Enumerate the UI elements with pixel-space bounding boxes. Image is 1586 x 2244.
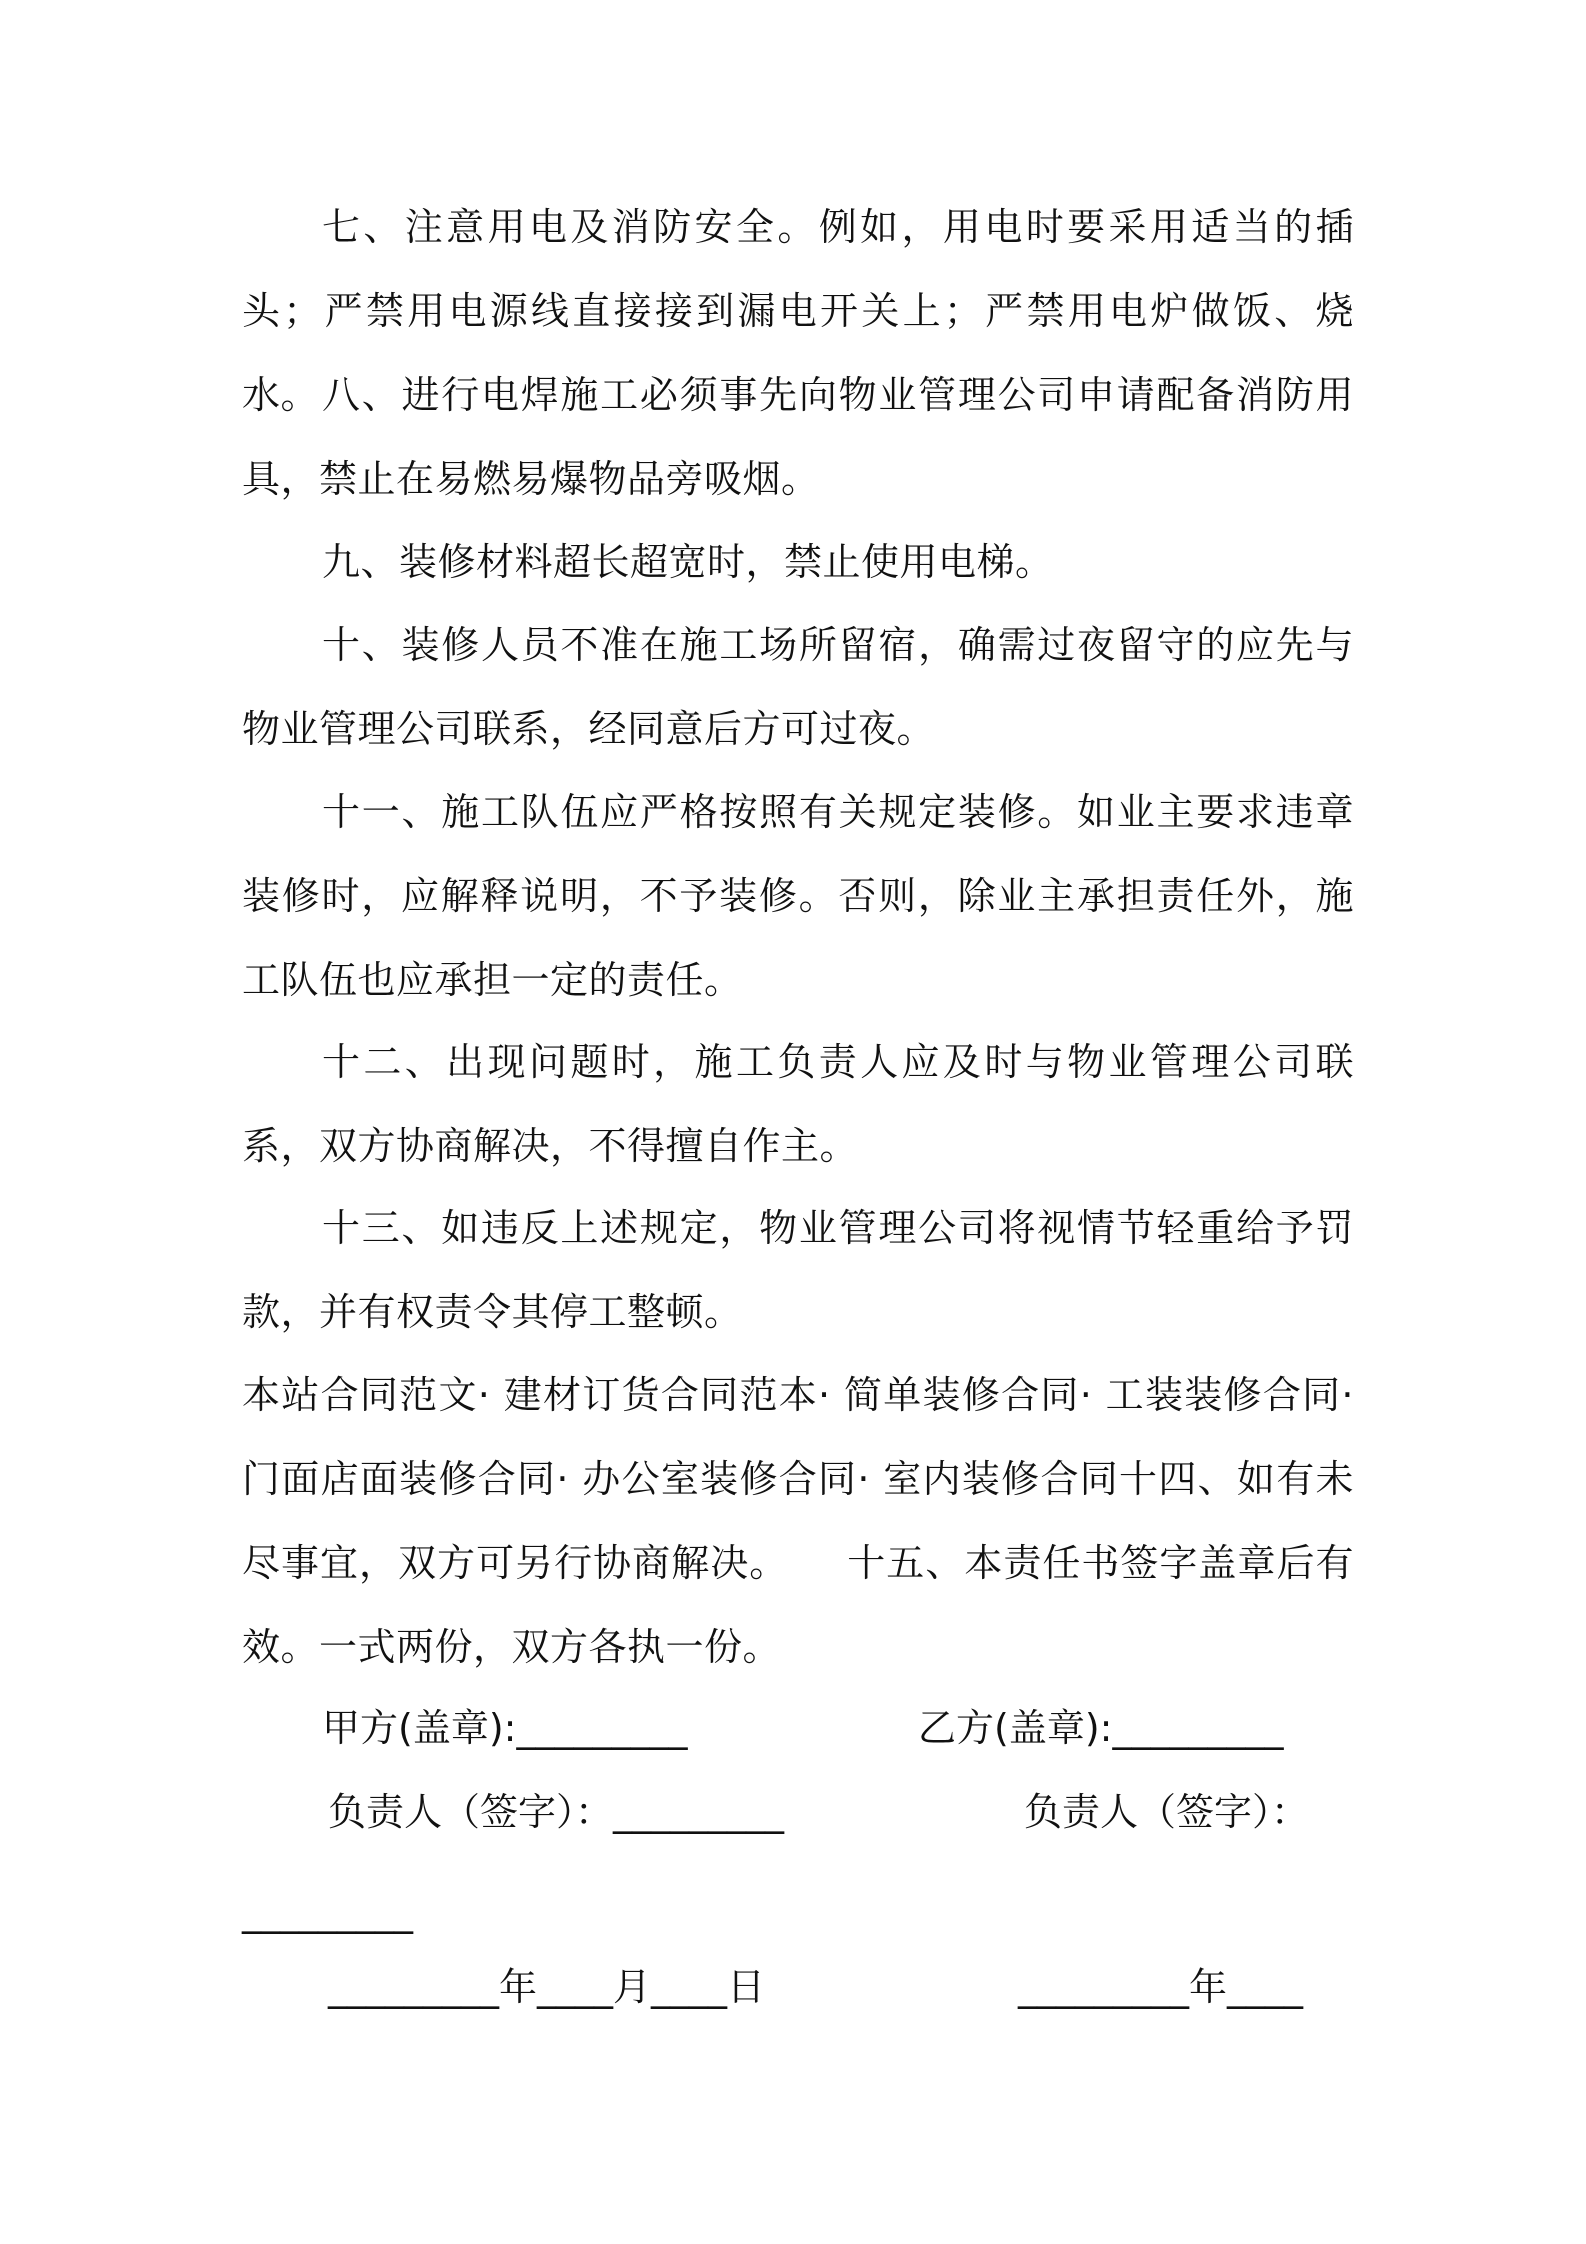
- clause-11: 十一、施工队伍应严格按照有关规定装修。如业主要求违章装修时，应解释说明，不予装修。否则，除业主承担责任外，施工队伍也应承担一定的责任。: [242, 790, 1354, 1002]
- party-b-date-line: _________年____: [1018, 1965, 1304, 2009]
- party-a-date-line: _________年____月____日: [328, 1965, 766, 2009]
- clause-10: 十、装修人员不准在施工场所留宿，确需过夜留守的应先与物业管理公司联系，经同意后方可过夜。: [242, 623, 1354, 751]
- party-b-signer-line: 负责人（签字）：: [1024, 1790, 1310, 1834]
- clause-8: 八、进行电焊施工必须事先向物业管理公司申请配备消防用具，禁止在易燃易爆物品旁吸烟。: [242, 373, 1354, 501]
- clause-9: 九、装修材料超长超宽时，禁止使用电梯。: [322, 540, 1054, 584]
- party-a-signer-line: 负责人（签字）：_________: [328, 1790, 785, 1834]
- clause-12: 十二、出现问题时，施工负责人应及时与物业管理公司联系，双方协商解决，不得擅自作主。: [242, 1040, 1354, 1168]
- clause-13: 十三、如违反上述规定，物业管理公司将视情节轻重给予罚款，并有权责令其停工整顿。: [242, 1206, 1354, 1334]
- party-b-seal-line: 乙方(盖章):_________: [918, 1706, 1284, 1750]
- related-links-and-final-clauses: 本站合同范文· 建材订货合同范本· 简单装修合同· 工装装修合同· 门面店面装修合同· 办公室装修合同· 室内装修合同十四、如有未尽事宜，双方可另行协商解决。 十五、本责任书签字盖章后有效。一式两份，双方各执一份。: [242, 1373, 1354, 1669]
- document-page: [242, 0, 1354, 2244]
- party-a-seal-line: 甲方(盖章):_________: [322, 1706, 688, 1750]
- party-b-signer-blank: _________: [242, 1890, 413, 1934]
- clause-7: 七、注意用电及消防安全。例如，用电时要采用适当的插头；严禁用电源线直接接到漏电开关上；严禁用电炉做饭、烧水。: [242, 205, 1354, 417]
